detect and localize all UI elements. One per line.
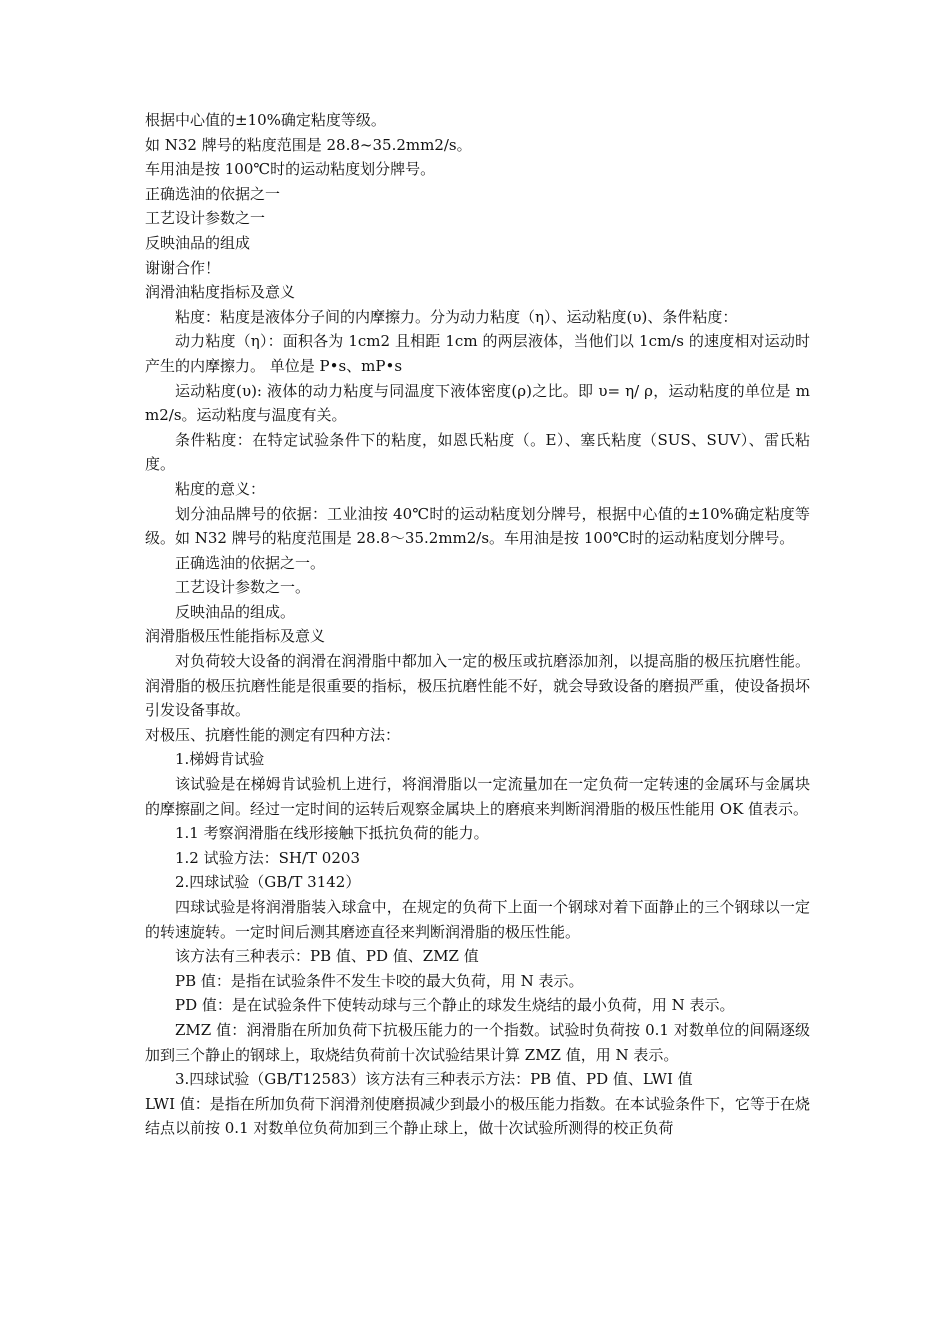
- document-body: [145, 108, 810, 1141]
- paragraph-5: 工艺设计参数之一: [145, 209, 266, 228]
- paragraph-design-parameter: 工艺设计参数之一。: [175, 578, 311, 597]
- section-heading-oil-viscosity: 润滑油粘度指标及意义: [145, 283, 296, 302]
- paragraph-7: 谢谢合作！: [145, 258, 221, 277]
- paragraph-4: 正确选油的依据之一: [145, 184, 281, 203]
- paragraph-timken-1-1: 1.1 考察润滑脂在线形接触下抵抗负荷的能力。: [175, 824, 489, 843]
- paragraph-four-ball-description: 四球试验是将润滑脂装入球盒中，在规定的负荷下上面一个钢球对着下面静止的三个钢球以一定的转速旋转。一定时间后测其磨迹直径来判断润滑脂的极压性能。: [145, 898, 810, 941]
- paragraph-zmz-value: ZMZ 值：润滑脂在所加负荷下抗极压能力的一个指数。试验时负荷按 0.1 对数单位的间隔逐级加到三个静止的钢球上，取烧结负荷前十次试验结果计算 ZMZ 值，用 N 表示。: [145, 1020, 810, 1064]
- paragraph-3: 车用油是按 100℃时的运动粘度划分牌号。: [145, 160, 436, 179]
- heading-four-ball-test: 2.四球试验（GB/T 3142）: [175, 873, 361, 892]
- section-heading-grease-ep: 润滑脂极压性能指标及意义: [145, 627, 326, 646]
- paragraph-2: 如 N32 牌号的粘度范围是 28.8~35.2mm2/s。: [145, 135, 472, 154]
- paragraph-pb-value: PB 值：是指在试验条件不发生卡咬的最大负荷，用 N 表示。: [175, 971, 584, 990]
- paragraph-viscosity-meaning: 粘度的意义：: [175, 479, 266, 498]
- paragraph-timken-1-2: 1.2 试验方法：SH/T 0203: [175, 848, 360, 867]
- paragraph-grade-basis: 划分油品牌号的依据：工业油按 40℃时的运动粘度划分牌号，根据中心值的±10%确定粘度等级。如 N32 牌号的粘度范围是 28.8～35.2mm2/s。车用油是按 100℃时的运动粘度划分牌号。: [145, 504, 810, 548]
- paragraph-viscosity-definition: 粘度：粘度是液体分子间的内摩擦力。分为动力粘度（η）、运动粘度(υ)、条件粘度：: [175, 307, 738, 326]
- paragraph-grease-ep-intro: 对负荷较大设备的润滑在润滑脂中都加入一定的极压或抗磨添加剂，以提高脂的极压抗磨性能。润滑脂的极压抗磨性能是很重要的指标，极压抗磨性能不好，就会导致设备的磨损严重，使设备损坏引发设备事故。: [145, 652, 810, 720]
- heading-four-ball-test-2: 3.四球试验（GB/T12583）该方法有三种表示方法：PB 值、PD 值、LWI 值: [175, 1070, 693, 1089]
- paragraph-timken-description: 该试验是在梯姆肯试验机上进行，将润滑脂以一定流量加在一定负荷一定转速的金属环与金属块的摩擦副之间。经过一定时间的运转后观察金属块上的磨痕来判断润滑脂的极压性能用 OK 值表示。: [145, 775, 810, 818]
- paragraph-dynamic-viscosity: 动力粘度（η）：面积各为 1cm2 且相距 1cm 的两层液体，当他们以 1cm/s 的速度相对运动时产生的内摩擦力。 单位是 P•s、mP•s: [145, 332, 810, 375]
- paragraph-three-indicators: 该方法有三种表示：PB 值、PD 值、ZMZ 值: [175, 947, 479, 966]
- paragraph-6: 反映油品的组成: [145, 233, 251, 252]
- paragraph-conditional-viscosity: 条件粘度：在特定试验条件下的粘度，如恩氏粘度（。E）、塞氏粘度（SUS、SUV）、雷氏粘度。: [145, 430, 810, 474]
- paragraph-1: 根据中心值的±10%确定粘度等级。: [145, 111, 386, 129]
- paragraph-lwi-value: LWI 值：是指在所加负荷下润滑剂使磨损减少到最小的极压能力指数。在本试验条件下，它等于在烧结点以前按 0.1 对数单位负荷加到三个静止球上，做十次试验所测得的校正负荷: [145, 1094, 810, 1138]
- paragraph-four-methods: 对极压、抗磨性能的测定有四种方法：: [145, 725, 401, 744]
- paragraph-kinematic-viscosity: 运动粘度(υ): 液体的动力粘度与同温度下液体密度(ρ)之比。即 υ= η/ ρ，运动粘度的单位是 mm2/s。运动粘度与温度有关。: [145, 381, 810, 425]
- paragraph-composition: 反映油品的组成。: [175, 602, 296, 621]
- paragraph-pd-value: PD 值：是在试验条件下使转动球与三个静止的球发生烧结的最小负荷，用 N 表示。: [175, 996, 735, 1015]
- heading-timken-test: 1.梯姆肯试验: [175, 750, 265, 769]
- paragraph-selection-basis: 正确选油的依据之一。: [175, 553, 326, 572]
